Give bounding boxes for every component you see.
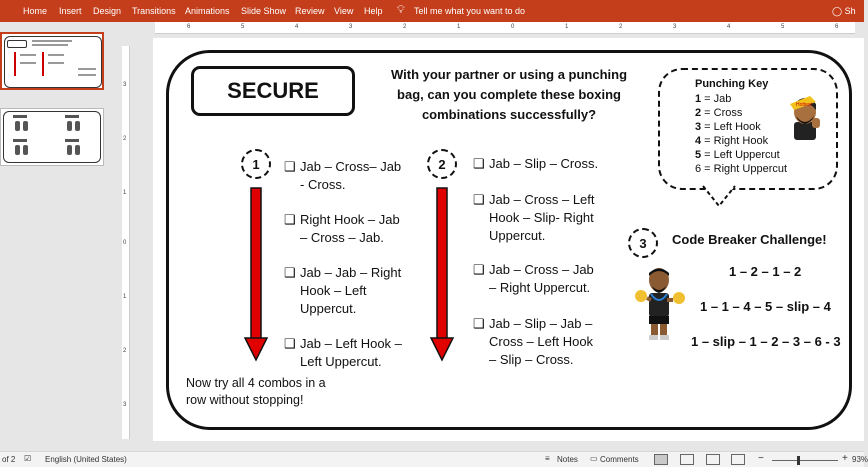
menu-slide-show[interactable]: Slide Show: [241, 6, 287, 16]
mini-figure: [15, 121, 20, 131]
mini-figure: [75, 121, 80, 131]
zoom-slider-thumb[interactable]: [797, 456, 800, 465]
key-text: = Left Uppercut: [701, 149, 780, 161]
ruler-tick: 3: [123, 82, 127, 88]
zoom-out-icon[interactable]: −: [758, 453, 764, 464]
bottom-note[interactable]: Now try all 4 combos in a row without stopping!: [186, 376, 326, 407]
key-num: 3: [695, 121, 702, 133]
mini-text: [48, 54, 64, 56]
tell-me-text: Tell me what you want to do: [414, 6, 526, 16]
ruler-tick: 2: [123, 136, 127, 142]
slide-title[interactable]: SECURE: [191, 66, 355, 116]
user-account[interactable]: ◯ Sh: [832, 6, 856, 16]
normal-view-icon[interactable]: [654, 454, 668, 465]
ruler-tick: 4: [727, 24, 731, 30]
thumbnail-slide-1[interactable]: [0, 32, 104, 90]
menu-transitions[interactable]: Transitions: [132, 6, 176, 16]
key-num: 4: [695, 135, 702, 147]
menu-insert[interactable]: Insert: [59, 6, 82, 16]
ruler-tick: 1: [123, 190, 127, 196]
ruler-tick: 5: [241, 24, 245, 30]
ruler-tick: 5: [781, 24, 785, 30]
slideshow-icon[interactable]: [731, 454, 745, 465]
ruler-tick: 0: [511, 24, 515, 30]
tell-me-search[interactable]: [397, 4, 577, 18]
zoom-in-icon[interactable]: +: [842, 453, 848, 464]
avatar-cap-icon: [786, 92, 824, 140]
checkbox-icon[interactable]: ❑: [473, 262, 485, 277]
ruler-tick: 0: [123, 240, 127, 246]
language-indicator[interactable]: English (United States): [45, 455, 127, 464]
boxer-avatar-icon: [633, 266, 685, 346]
checkbox-icon[interactable]: ❑: [473, 156, 485, 171]
menu-help[interactable]: Help: [364, 6, 383, 16]
ruler-tick: 4: [295, 24, 299, 30]
combo-text: Jab – Slip – Jab – Cross – Left Hook – Slip – Cross.: [489, 316, 594, 367]
mini-frame: [3, 111, 101, 163]
zoom-level[interactable]: 93%: [852, 455, 868, 464]
ruler-tick: 1: [123, 294, 127, 300]
mini-text: [32, 40, 72, 42]
instruction-text[interactable]: With your partner or using a punching bag, can you complete these boxing combinations successfully?: [390, 67, 628, 122]
menu-design[interactable]: Design: [93, 6, 122, 16]
combo-text: Right Hook – Jab – Cross – Jab.: [300, 212, 400, 245]
mini-text: [20, 54, 36, 56]
punching-key-title: Punching Key: [695, 78, 769, 90]
checkbox-icon[interactable]: ❑: [284, 336, 296, 351]
down-arrow-1: [245, 188, 267, 361]
ruler-tick: 2: [403, 24, 407, 30]
mini-figure: [67, 121, 72, 131]
key-num: 5: [695, 149, 702, 161]
combo-text: Jab – Cross – Jab – Right Uppercut.: [489, 262, 594, 295]
ruler-tick: 3: [673, 24, 677, 30]
key-row: [695, 149, 780, 161]
horizontal-ruler: [155, 22, 855, 34]
combo-text: Jab – Slip – Cross.: [489, 156, 599, 171]
ruler-tick: 1: [565, 24, 569, 30]
key-num: 2: [695, 107, 702, 119]
status-bar: [0, 451, 868, 467]
checkbox-icon[interactable]: ❑: [284, 212, 296, 227]
key-row: [695, 163, 787, 175]
mini-text: [78, 68, 96, 70]
thumbnail-slide-2[interactable]: [0, 108, 104, 166]
ruler-tick: 2: [619, 24, 623, 30]
mini-text: [48, 62, 64, 64]
mini-arrow: [14, 52, 16, 76]
challenge-title[interactable]: Code Breaker Challenge!: [672, 232, 827, 247]
mini-text: [78, 74, 96, 76]
section-1-number: 1: [241, 149, 271, 179]
mini-figure: [15, 145, 20, 155]
challenge-line-3: 1 – slip – 1 – 2 – 3 – 6 - 3: [691, 334, 841, 349]
combo-text: Jab – Cross– Jab - Cross.: [300, 159, 402, 192]
key-row: [695, 107, 742, 119]
mini-header: [13, 139, 27, 142]
combo-text: Jab – Left Hook – Left Uppercut.: [300, 336, 402, 369]
checkbox-icon[interactable]: ❑: [284, 265, 296, 280]
mini-header: [65, 115, 79, 118]
zoom-slider-track[interactable]: [772, 460, 838, 461]
mini-figure: [75, 145, 80, 155]
checkbox-icon[interactable]: ❑: [473, 316, 485, 331]
checkbox-icon[interactable]: ❑: [473, 192, 485, 207]
lightbulb-icon: 💡︎: [397, 4, 405, 16]
mini-figure: [23, 145, 28, 155]
slide-canvas[interactable]: [153, 38, 864, 441]
ruler-tick: 6: [187, 24, 191, 30]
section-2-number: 2: [427, 149, 457, 179]
slide-sorter-icon[interactable]: [680, 454, 694, 465]
key-text: = Right Uppercut: [701, 163, 788, 175]
slide-counter: of 2: [2, 455, 16, 464]
ruler-tick: 6: [835, 24, 839, 30]
ruler-tick: 1: [457, 24, 461, 30]
mini-title: [7, 40, 27, 48]
down-arrow-2: [431, 188, 453, 361]
key-text: = Left Hook: [701, 121, 761, 133]
ruler-tick: 3: [349, 24, 353, 30]
menu-review[interactable]: Review: [295, 6, 325, 16]
menu-animations[interactable]: Animations: [185, 6, 230, 16]
mini-figure: [67, 145, 72, 155]
key-row: [695, 135, 768, 147]
ruler-tick: 3: [123, 402, 127, 408]
section-3-number: 3: [628, 228, 658, 258]
key-text: = Right Hook: [701, 135, 769, 147]
key-text: = Jab: [701, 93, 732, 105]
reading-view-icon[interactable]: [706, 454, 720, 465]
checkbox-icon[interactable]: ❑: [284, 159, 296, 174]
comments-button[interactable]: Comments: [600, 455, 639, 464]
challenge-line-1: 1 – 2 – 1 – 2: [729, 264, 802, 279]
key-text: = Cross: [701, 107, 743, 119]
mini-figure: [23, 121, 28, 131]
accessibility-icon[interactable]: ☑︎: [24, 454, 32, 463]
mini-text: [20, 62, 36, 64]
key-row: [695, 93, 731, 105]
combo-text: Jab – Cross – Left Hook – Slip- Right Uppercut.: [489, 192, 595, 243]
notes-icon[interactable]: ≡: [545, 454, 550, 463]
menu-view[interactable]: View: [334, 6, 354, 16]
combo-text: Jab – Jab – Right Hook – Left Uppercut.: [300, 265, 402, 316]
slide-thumbnail-pane: [0, 22, 118, 450]
challenge-line-2: 1 – 1 – 4 – 5 – slip – 4: [700, 299, 831, 314]
speech-tail: [701, 186, 737, 208]
cap-text: Hottest: [796, 102, 812, 108]
mini-header: [65, 139, 79, 142]
user-initials: Sh: [844, 6, 856, 16]
key-row: [695, 121, 761, 133]
key-text: 6: [695, 163, 702, 175]
comments-icon[interactable]: ▭: [590, 454, 598, 463]
mini-arrow: [42, 52, 44, 76]
mini-text: [32, 44, 68, 46]
key-num: 1: [695, 93, 702, 105]
ribbon-menu-bar: [0, 0, 864, 22]
notes-button[interactable]: Notes: [557, 455, 578, 464]
mini-header: [13, 115, 27, 118]
ruler-tick: 2: [123, 348, 127, 354]
menu-home[interactable]: Home: [23, 6, 48, 16]
vertical-ruler: [122, 46, 130, 439]
